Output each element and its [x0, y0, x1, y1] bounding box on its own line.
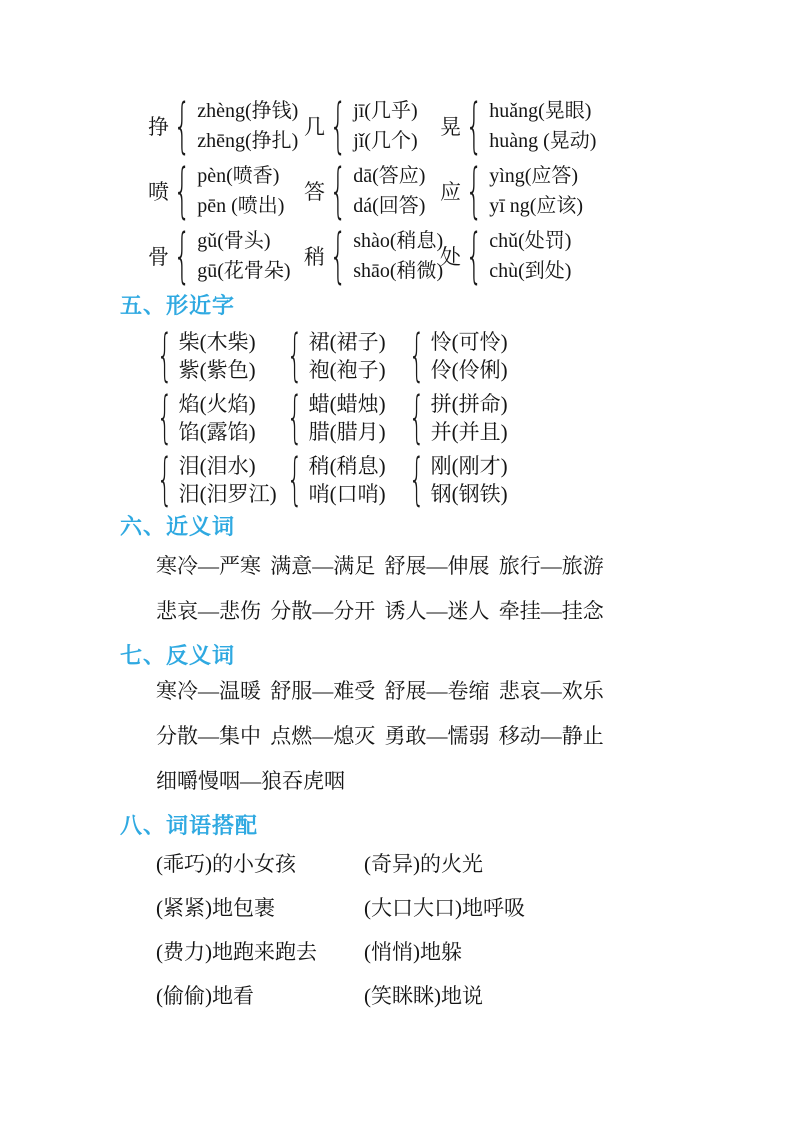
- pinyin-reading-top: pèn(喷香): [197, 165, 280, 187]
- char-pair-bottom: 馅(露馅): [178, 420, 256, 444]
- brace-glyph: {: [286, 447, 303, 512]
- char-pair-top: 拼(拼命): [430, 392, 508, 416]
- char-pair-group: [283, 385, 405, 450]
- char-pair-top: 蜡(蜡烛): [308, 392, 386, 416]
- pinyin-group-char: 几: [304, 115, 325, 139]
- pinyin-group-gu: [148, 221, 304, 291]
- section-title-xingjinzi: 五、形近字: [120, 293, 236, 318]
- duoyinzi-section: [120, 91, 733, 291]
- pinyin-reading-top: chǔ(处罚): [489, 230, 572, 252]
- collocation-item: (偷偷)地看: [156, 984, 254, 1008]
- xingjinzi-section: [120, 323, 733, 512]
- duoyinzi-row: [148, 91, 733, 161]
- duoyinzi-row: [148, 221, 733, 291]
- pinyin-reading-bottom: jǐ(几个): [353, 130, 418, 152]
- collocation-item: (紧紧)地包裹: [156, 896, 275, 920]
- brace-glyph: {: [173, 91, 191, 161]
- brace-glyph: {: [329, 91, 347, 161]
- pinyin-group-pen: [148, 156, 304, 226]
- char-pair-group: [283, 447, 405, 512]
- brace-glyph: {: [173, 221, 191, 291]
- pinyin-group-ying: [440, 156, 733, 226]
- brace-glyph: {: [156, 323, 173, 388]
- pinyin-group-zheng: [148, 91, 304, 161]
- xingjinzi-row: [153, 323, 733, 388]
- char-pair-group: [153, 447, 283, 512]
- pinyin-reading-top: shào(稍息): [353, 230, 444, 252]
- char-pair-top: 怜(可怜): [430, 330, 508, 354]
- synonym-line: 悲哀—悲伤 分散—分开 诱人—迷人 牵挂—挂念: [156, 599, 604, 623]
- brace-glyph: {: [329, 221, 347, 291]
- pinyin-group-char: 喷: [148, 180, 169, 204]
- pinyin-reading-bottom: pēn (喷出): [197, 195, 285, 217]
- char-pair-top: 柴(木柴): [178, 330, 256, 354]
- brace-glyph: {: [329, 156, 347, 226]
- collocation-item: (费力)地跑来跑去: [156, 940, 317, 964]
- dapei-section: [120, 851, 733, 1009]
- brace-glyph: {: [156, 447, 173, 512]
- collocation-item: (大口大口)地呼吸: [364, 896, 525, 920]
- char-pair-group: [283, 323, 405, 388]
- pinyin-reading-top: zhèng(挣钱): [197, 100, 299, 122]
- pinyin-reading-bottom: huàng (晃动): [489, 130, 597, 152]
- pinyin-reading-top: huǎng(晃眼): [489, 100, 592, 122]
- pinyin-reading-top: dā(答应): [353, 165, 426, 187]
- pinyin-group-char: 处: [440, 245, 461, 269]
- char-pair-group: [405, 385, 733, 450]
- pinyin-reading-bottom: chù(到处): [489, 260, 572, 282]
- brace-glyph: {: [156, 385, 173, 450]
- pinyin-group-da: [304, 156, 440, 226]
- char-pair-top: 刚(刚才): [430, 454, 508, 478]
- synonym-line: 寒冷—严寒 满意—满足 舒展—伸展 旅行—旅游: [156, 554, 604, 578]
- char-pair-group: [405, 447, 733, 512]
- pinyin-group-shao: [304, 221, 444, 291]
- char-pair-group: [153, 323, 283, 388]
- antonym-line: 分散—集中 点燃—熄灭 勇敢—懦弱 移动—静止: [156, 724, 604, 748]
- pinyin-group-chu: [440, 221, 733, 291]
- pinyin-reading-bottom: zhēng(挣扎): [197, 130, 299, 152]
- brace-glyph: {: [408, 447, 425, 512]
- collocation-row: [156, 895, 733, 921]
- pinyin-group-char: 晃: [440, 115, 461, 139]
- antonym-line: 细嚼慢咽—狼吞虎咽: [156, 769, 345, 793]
- collocation-item: (乖巧)的小女孩: [156, 852, 296, 876]
- char-pair-bottom: 袍(袍子): [308, 358, 386, 382]
- brace-glyph: {: [465, 91, 483, 161]
- collocation-row: [156, 983, 733, 1009]
- brace-glyph: {: [408, 323, 425, 388]
- pinyin-group-ji: [304, 91, 440, 161]
- brace-glyph: {: [408, 385, 425, 450]
- pinyin-reading-top: jī(几乎): [353, 100, 418, 122]
- pinyin-group-char: 稍: [304, 245, 325, 269]
- char-pair-group: [153, 385, 283, 450]
- pinyin-group-char: 答: [304, 180, 325, 204]
- section-title-jinyici: 六、近义词: [120, 514, 236, 539]
- jinyici-section: [120, 553, 733, 624]
- brace-glyph: {: [286, 323, 303, 388]
- pinyin-group-char: 挣: [148, 115, 169, 139]
- pinyin-reading-bottom: dá(回答): [353, 195, 426, 217]
- pinyin-group-char: 应: [440, 180, 461, 204]
- char-pair-bottom: 汨(汨罗江): [178, 482, 277, 506]
- char-pair-group: [405, 323, 733, 388]
- collocation-item: (悄悄)地躲: [364, 940, 462, 964]
- brace-glyph: {: [465, 156, 483, 226]
- xingjinzi-row: [153, 385, 733, 450]
- char-pair-bottom: 并(并且): [430, 420, 508, 444]
- pinyin-reading-top: yìng(应答): [489, 165, 579, 187]
- collocation-row: [156, 939, 733, 965]
- char-pair-bottom: 哨(口哨): [308, 482, 386, 506]
- collocation-item: (笑眯眯)地说: [364, 984, 483, 1008]
- pinyin-reading-bottom: yī ng(应该): [489, 195, 584, 217]
- pinyin-reading-top: gǔ(骨头): [197, 230, 271, 252]
- section-title-dapei: 八、词语搭配: [120, 813, 259, 838]
- pinyin-reading-bottom: shāo(稍微): [353, 260, 444, 282]
- char-pair-top: 焰(火焰): [178, 392, 256, 416]
- collocation-item: (奇异)的火光: [364, 852, 483, 876]
- char-pair-top: 裙(裙子): [308, 330, 386, 354]
- char-pair-bottom: 钢(钢铁): [430, 482, 508, 506]
- char-pair-bottom: 紫(紫色): [178, 358, 256, 382]
- brace-glyph: {: [286, 385, 303, 450]
- xingjinzi-row: [153, 447, 733, 512]
- brace-glyph: {: [173, 156, 191, 226]
- fanyici-section: [120, 678, 733, 794]
- duoyinzi-row: [148, 156, 733, 226]
- char-pair-bottom: 伶(伶俐): [430, 358, 508, 382]
- pinyin-group-char: 骨: [148, 245, 169, 269]
- char-pair-top: 泪(泪水): [178, 454, 256, 478]
- antonym-line: 寒冷—温暖 舒服—难受 舒展—卷缩 悲哀—欢乐: [156, 679, 604, 703]
- collocation-row: [156, 851, 733, 877]
- pinyin-group-huang: [440, 91, 733, 161]
- section-title-fanyici: 七、反义词: [120, 643, 236, 668]
- char-pair-bottom: 腊(腊月): [308, 420, 386, 444]
- pinyin-reading-bottom: gū(花骨朵): [197, 260, 291, 282]
- char-pair-top: 稍(稍息): [308, 454, 386, 478]
- brace-glyph: {: [465, 221, 483, 291]
